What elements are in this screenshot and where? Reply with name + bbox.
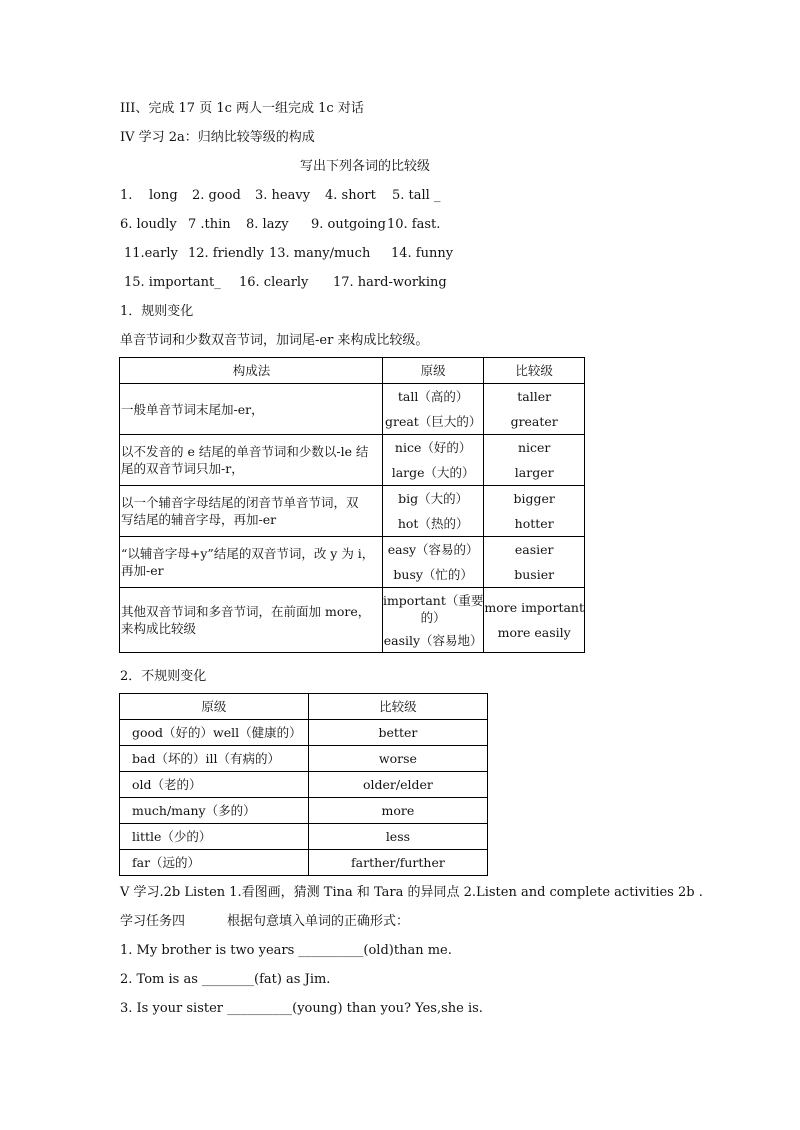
rule-text: 以一个辅音字母结尾的闭音节单音节词，双 bbox=[121, 495, 359, 510]
word-item: 7 .thin bbox=[188, 217, 231, 232]
base-word: great（巨大的） bbox=[384, 414, 482, 429]
comparative-cell bbox=[484, 486, 585, 537]
sentence-3: 3. Is your sister __________(young) than you? Yes,she is. bbox=[120, 1001, 483, 1016]
column-header: 构成法 bbox=[120, 358, 383, 384]
base-cell: far（远的） bbox=[120, 850, 309, 876]
column-header: 原级 bbox=[120, 694, 309, 720]
base-word: nice（好的） bbox=[394, 440, 472, 455]
word-item: 3. heavy bbox=[255, 188, 311, 203]
word-item: 9. outgoing bbox=[311, 217, 386, 232]
comparative-cell bbox=[484, 537, 585, 588]
regular-intro: 单音节词和少数双音节词，加词尾-er 来构成比较级。 bbox=[120, 333, 429, 348]
sentence-1: 1. My brother is two years __________(old)than me. bbox=[120, 943, 452, 958]
comparative-word: taller bbox=[517, 389, 552, 404]
section-5-text: V 学习.2b Listen 1.看图画，猜测 Tina 和 Tara 的异同点 2.Listen and complete activities 2b . bbox=[120, 885, 703, 900]
rule-cell bbox=[120, 537, 383, 588]
table-row bbox=[120, 384, 585, 435]
word-item: 13. many/much bbox=[269, 246, 371, 261]
base-cell: much/many（多的） bbox=[120, 798, 309, 824]
comparative-cell: less bbox=[308, 824, 487, 850]
base-word: 的） bbox=[420, 609, 446, 625]
base-cell bbox=[382, 588, 483, 653]
table-row bbox=[120, 746, 488, 772]
task-4-label: 学习任务四 bbox=[120, 914, 186, 929]
rule-cell bbox=[120, 588, 383, 653]
comparative-cell: worse bbox=[308, 746, 487, 772]
section-3-text: III、完成 17 页 1c 两人一组完成 1c 对话 bbox=[120, 101, 364, 116]
exercise-title: 写出下列各词的比较级 bbox=[299, 159, 430, 174]
comparative-cell bbox=[484, 588, 585, 653]
comparative-word: hotter bbox=[514, 516, 554, 531]
word-row-1 bbox=[120, 187, 720, 205]
rule-text: 再加-er bbox=[121, 563, 164, 578]
base-cell: bad（坏的）ill（有病的） bbox=[120, 746, 309, 772]
rule-text: 尾的双音节词只加-r， bbox=[121, 461, 244, 476]
comparative-cell bbox=[484, 384, 585, 435]
table-row bbox=[120, 720, 488, 746]
comparative-word: bigger bbox=[513, 491, 555, 506]
word-item: 10. fast. bbox=[387, 217, 441, 232]
section-4-text: IV 学习 2a：归纳比较等级的构成 bbox=[120, 130, 315, 145]
comparative-word: nicer bbox=[517, 440, 551, 455]
comparative-cell: farther/further bbox=[308, 850, 487, 876]
column-header: 原级 bbox=[382, 358, 483, 384]
word-item: 8. lazy bbox=[246, 217, 289, 232]
word-item: 17. hard-working bbox=[333, 275, 447, 290]
word-item: 5. tall _ bbox=[392, 188, 441, 203]
table-header-row bbox=[120, 358, 585, 384]
column-header: 比较级 bbox=[308, 694, 487, 720]
word-row-3 bbox=[120, 245, 720, 263]
table-row bbox=[120, 486, 585, 537]
base-word: big（大的） bbox=[398, 491, 469, 506]
comparative-cell: more bbox=[308, 798, 487, 824]
comparative-cell bbox=[484, 435, 585, 486]
comparative-word: larger bbox=[514, 465, 554, 480]
word-item: 15. important_ bbox=[124, 275, 221, 290]
base-word: busy（忙的） bbox=[393, 567, 473, 582]
regular-comparatives-table bbox=[119, 357, 585, 653]
comparative-word: easier bbox=[514, 542, 554, 557]
base-cell bbox=[382, 435, 483, 486]
task-4-instruction: 根据句意填入单词的正确形式： bbox=[227, 914, 410, 929]
regular-heading: 1．规则变化 bbox=[120, 304, 194, 319]
base-cell: good（好的）well（健康的） bbox=[120, 720, 309, 746]
word-row-4 bbox=[120, 274, 720, 292]
word-item: 14. funny bbox=[391, 246, 454, 261]
table-row bbox=[120, 824, 488, 850]
comparative-word: more important bbox=[484, 600, 584, 615]
rule-cell bbox=[120, 384, 383, 435]
base-word: easy（容易的） bbox=[387, 542, 479, 557]
word-item: 1. bbox=[120, 188, 133, 203]
rule-text: 一般单音节词末尾加-er， bbox=[121, 401, 264, 417]
rule-text: 以不发音的 e 结尾的单音节词和少数以-le 结 bbox=[121, 444, 369, 459]
word-row-2 bbox=[120, 216, 720, 234]
irregular-comparatives-table bbox=[119, 693, 488, 876]
rule-text: 写结尾的辅音字母，再加-er bbox=[121, 512, 277, 527]
rule-text: “以辅音字母+y”结尾的双音节词，改 y 为 i， bbox=[121, 546, 375, 561]
base-cell bbox=[382, 537, 483, 588]
base-word: important（重要 bbox=[382, 592, 484, 608]
base-word: hot（热的） bbox=[397, 516, 469, 531]
comparative-cell: better bbox=[308, 720, 487, 746]
base-cell: little（少的） bbox=[120, 824, 309, 850]
word-item: 11.early bbox=[124, 246, 178, 261]
comparative-word: greater bbox=[510, 414, 558, 429]
table-row bbox=[120, 537, 585, 588]
rule-text: 其他双音节词和多音节词，在前面加 more， bbox=[121, 604, 371, 619]
base-cell bbox=[382, 384, 483, 435]
comparative-cell: older/elder bbox=[308, 772, 487, 798]
base-word: tall（高的） bbox=[397, 389, 469, 404]
base-word: large（大的） bbox=[391, 465, 475, 480]
table-row bbox=[120, 435, 585, 486]
table-row bbox=[120, 850, 488, 876]
sentence-2: 2. Tom is as ________(fat) as Jim. bbox=[120, 972, 331, 987]
word-item: 2. good bbox=[192, 188, 241, 203]
irregular-heading: 2．不规则变化 bbox=[120, 669, 207, 684]
table-row bbox=[120, 772, 488, 798]
comparative-word: more easily bbox=[497, 625, 571, 640]
base-word: easily（容易地） bbox=[383, 632, 483, 648]
word-item: 12. friendly bbox=[188, 246, 264, 261]
task-4-line bbox=[120, 913, 409, 931]
comparative-word: busier bbox=[514, 567, 555, 582]
base-cell bbox=[382, 486, 483, 537]
table-row bbox=[120, 798, 488, 824]
table-header-row bbox=[120, 694, 488, 720]
table-row bbox=[120, 588, 585, 653]
rule-cell bbox=[120, 486, 383, 537]
word-item: 4. short bbox=[325, 188, 376, 203]
column-header: 比较级 bbox=[484, 358, 585, 384]
rule-cell bbox=[120, 435, 383, 486]
word-item: 16. clearly bbox=[239, 275, 309, 290]
base-cell: old（老的） bbox=[120, 772, 309, 798]
rule-text: 来构成比较级 bbox=[121, 621, 197, 636]
word-item: long bbox=[149, 188, 178, 203]
word-item: 6. loudly bbox=[120, 217, 177, 232]
